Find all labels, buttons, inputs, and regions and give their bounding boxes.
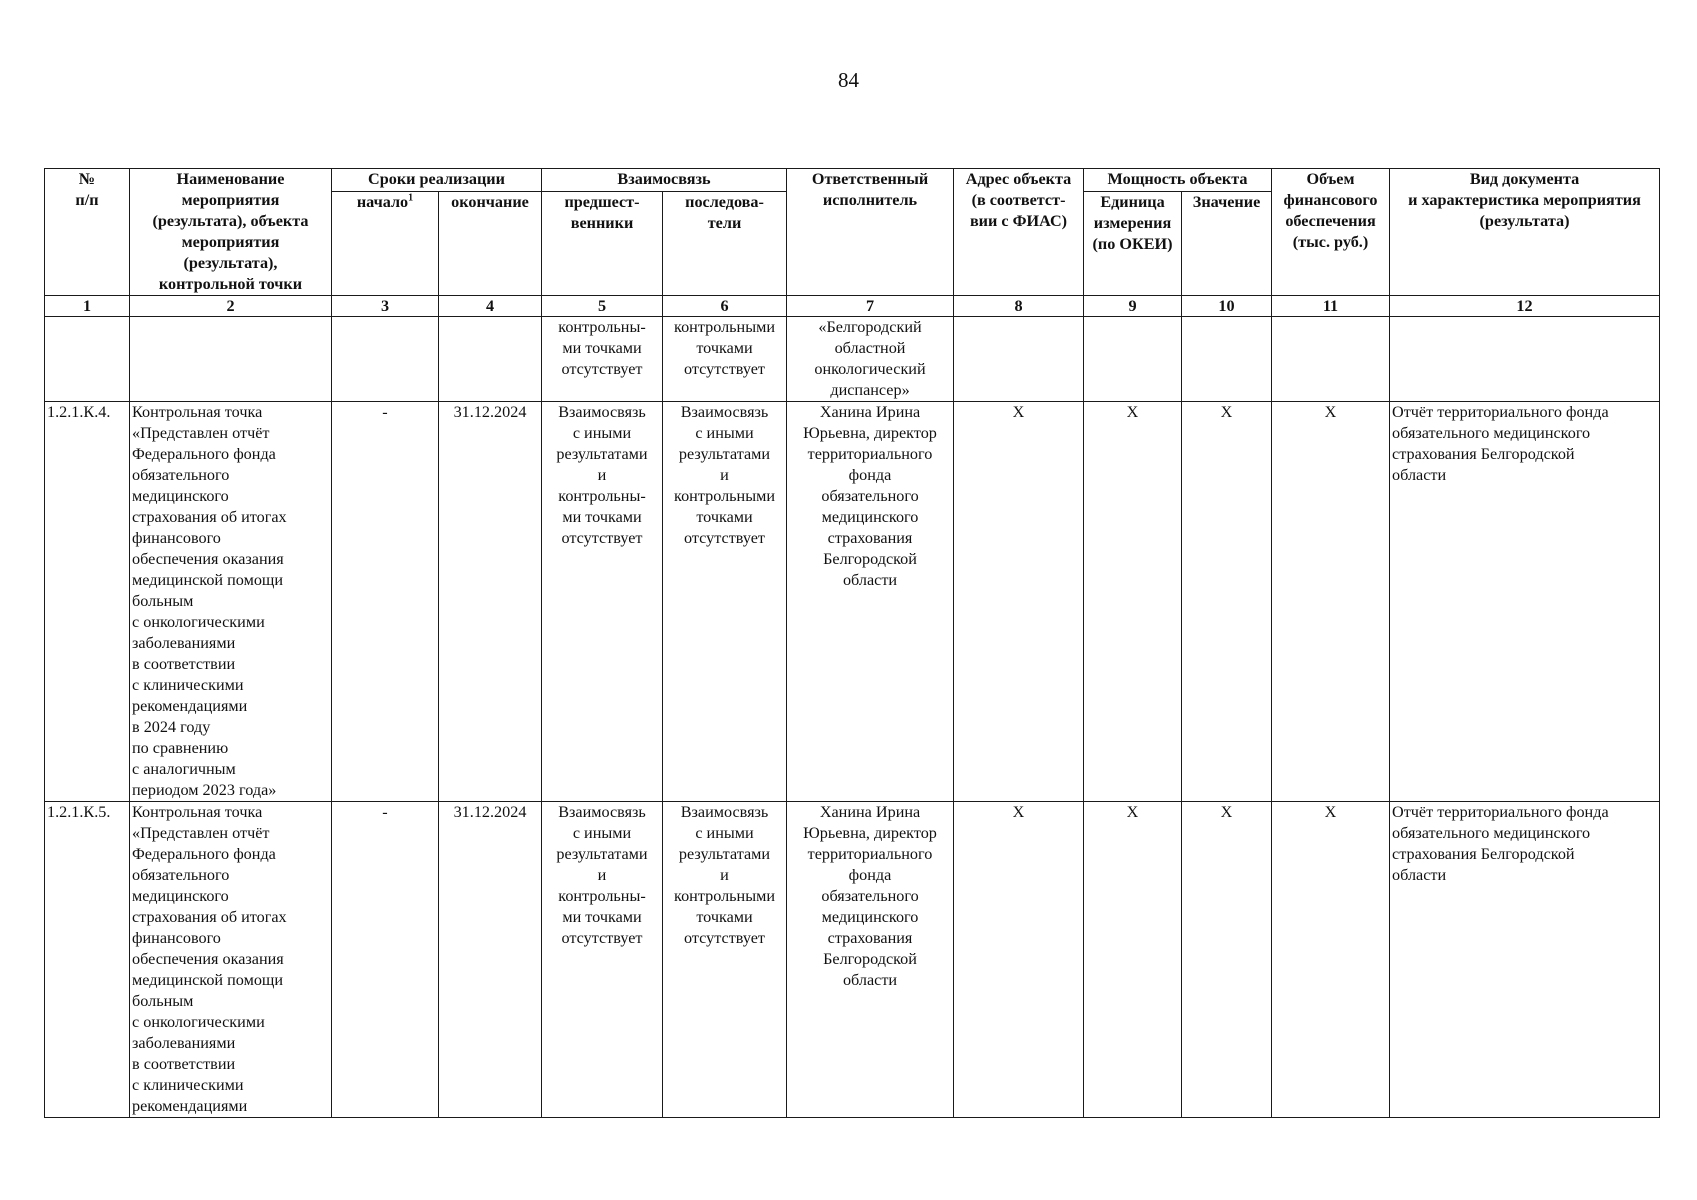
column-number: 11 (1272, 296, 1390, 317)
column-number: 2 (130, 296, 332, 317)
header-name: Наименование мероприятия (результата), объекта мероприятия (результата), контрольной точки (130, 169, 332, 296)
cell-unit: X (1084, 802, 1182, 1118)
cell-successors: Взаимосвязь с иными результатами и контрольными точками отсутствует (663, 402, 787, 802)
header-end: окончание (439, 191, 542, 295)
column-number: 8 (954, 296, 1084, 317)
header-capacity: Мощность объекта (1084, 169, 1272, 192)
header-responsible: Ответственный исполнитель (787, 169, 954, 296)
table-row (45, 802, 1660, 1118)
plan-table (44, 168, 1660, 1118)
cell-end: 31.12.2024 (439, 402, 542, 802)
header-address: Адрес объекта (в соответст- вии с ФИАС) (954, 169, 1084, 296)
cell-successors: контрольными точками отсутствует (663, 317, 787, 402)
column-number: 9 (1084, 296, 1182, 317)
cell-funding (1272, 317, 1390, 402)
header-terms: Сроки реализации (332, 169, 542, 192)
header-funding: Объем финансового обеспечения (тыс. руб.) (1272, 169, 1390, 296)
header-predecessors: предшест- венники (542, 191, 663, 295)
cell-start: - (332, 802, 439, 1118)
cell-end (439, 317, 542, 402)
column-number: 1 (45, 296, 130, 317)
cell-responsible: Ханина Ирина Юрьевна, директор территориального фонда обязательного медицинского страхования Белгородской области (787, 802, 954, 1118)
footnote-mark: 1 (408, 192, 414, 204)
column-number: 12 (1390, 296, 1660, 317)
header-no: № п/п (45, 169, 130, 296)
page-number: 84 (838, 68, 859, 92)
cell-funding: X (1272, 802, 1390, 1118)
cell-no (45, 317, 130, 402)
cell-no: 1.2.1.К.4. (45, 402, 130, 802)
column-number: 10 (1182, 296, 1272, 317)
cell-value: X (1182, 802, 1272, 1118)
cell-responsible: «Белгородский областной онкологический диспансер» (787, 317, 954, 402)
cell-document: Отчёт территориального фонда обязательного медицинского страхования Белгородской области (1390, 802, 1660, 1118)
cell-name: Контрольная точка «Представлен отчёт Федерального фонда обязательного медицинского страхования об итогах финансового обеспечения оказания медицинской помощи больным с онкологическими заболеваниями в соответствии с клиническими рекомендациями (130, 802, 332, 1118)
header-document: Вид документа и характеристика мероприятия (результата) (1390, 169, 1660, 296)
cell-document (1390, 317, 1660, 402)
cell-start (332, 317, 439, 402)
cell-no: 1.2.1.К.5. (45, 802, 130, 1118)
header-unit: Единица измерения (по ОКЕИ) (1084, 191, 1182, 295)
cell-predecessors: контрольны- ми точками отсутствует (542, 317, 663, 402)
column-number: 3 (332, 296, 439, 317)
cell-responsible: Ханина Ирина Юрьевна, директор территориального фонда обязательного медицинского страхования Белгородской области (787, 402, 954, 802)
cell-end: 31.12.2024 (439, 802, 542, 1118)
cell-address: X (954, 402, 1084, 802)
cell-predecessors: Взаимосвязь с иными результатами и контрольны- ми точками отсутствует (542, 402, 663, 802)
continuation-row (45, 317, 1660, 402)
column-number: 5 (542, 296, 663, 317)
cell-name (130, 317, 332, 402)
cell-document: Отчёт территориального фонда обязательного медицинского страхования Белгородской области (1390, 402, 1660, 802)
cell-successors: Взаимосвязь с иными результатами и контрольными точками отсутствует (663, 802, 787, 1118)
cell-name: Контрольная точка «Представлен отчёт Федерального фонда обязательного медицинского страхования об итогах финансового обеспечения оказания медицинской помощи больным с онкологическими заболеваниями в соответствии с клиническими рекомендациями в 2024 году по сравнению с аналогичным периодом 2023 года» (130, 402, 332, 802)
cell-unit: X (1084, 402, 1182, 802)
cell-address (954, 317, 1084, 402)
header-link: Взаимосвязь (542, 169, 787, 192)
column-numbers-row (45, 296, 1660, 317)
cell-start: - (332, 402, 439, 802)
cell-value (1182, 317, 1272, 402)
cell-value: X (1182, 402, 1272, 802)
header-row-1 (45, 169, 1660, 192)
column-number: 4 (439, 296, 542, 317)
column-number: 6 (663, 296, 787, 317)
cell-address: X (954, 802, 1084, 1118)
column-number: 7 (787, 296, 954, 317)
cell-predecessors: Взаимосвязь с иными результатами и контрольны- ми точками отсутствует (542, 802, 663, 1118)
header-value: Значение (1182, 191, 1272, 295)
table-row (45, 402, 1660, 802)
cell-funding: X (1272, 402, 1390, 802)
header-successors: последова- тели (663, 191, 787, 295)
header-start: начало$^1$ (332, 191, 439, 295)
cell-unit (1084, 317, 1182, 402)
